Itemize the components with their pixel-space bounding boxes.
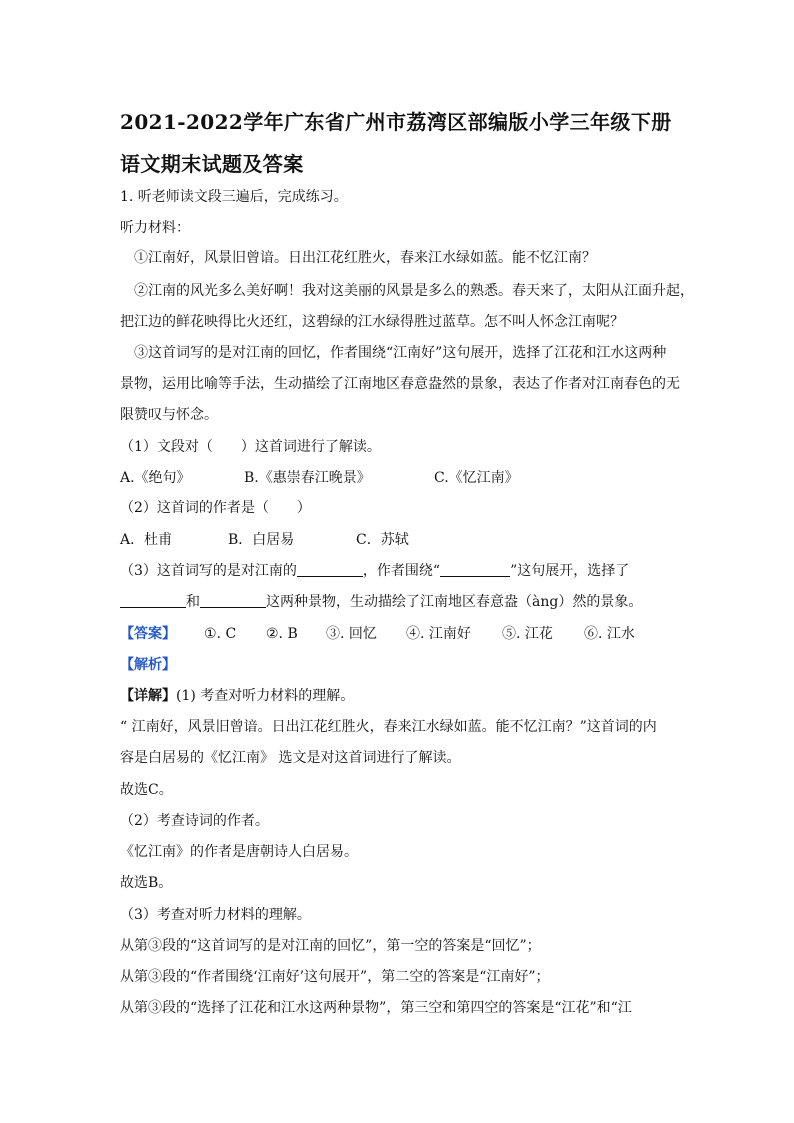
subquestion-2-options — [120, 530, 409, 550]
answer-item: ①. C — [204, 626, 237, 642]
answer-item: ⑥. 江水 — [584, 626, 635, 642]
option-b: B．白居易 — [228, 532, 295, 548]
fill-blank-1 — [297, 562, 363, 577]
material-para3-line2: 景物，运用比喻等手法，生动描绘了江南地区春意盎然的景象，表达了作者对江南春色的无 — [120, 376, 680, 392]
fill-blank-2 — [440, 562, 510, 577]
answer-item: ⑤. 江花 — [502, 626, 553, 642]
option-a: A.《绝句》 — [120, 470, 191, 486]
subquestion-3-line2: 和 这两种景物，生动描绘了江南地区春意盎（àng）然的景象。 — [120, 592, 642, 612]
fill-blank-3 — [120, 593, 186, 608]
detail-1-text-line1: “ 江南好，风景旧曾谙。日出江花红胜火，春来江水绿如蓝。能不忆江南？”这首词的内 — [120, 719, 657, 735]
detail-3-text-line1: 从第③段的“这首词写的是对江南的回忆”，第一空的答案是“回忆”； — [120, 938, 541, 954]
subquestion-3-line1: （3）这首词写的是对江南的 ，作者围绕“ ”这句展开，选择了 — [120, 563, 630, 579]
detail-2-heading: （2）考查诗词的作者。 — [120, 813, 269, 829]
document-title-line2: 语文期末试题及答案 — [120, 152, 304, 176]
material-label: 听力材料： — [120, 220, 190, 236]
detail-2-text: 《忆江南》的作者是唐朝诗人白居易。 — [120, 844, 358, 860]
detail-label: 【详解】 — [120, 688, 176, 704]
analysis-label: 【解析】 — [120, 657, 176, 673]
option-a: A．杜甫 — [120, 532, 173, 548]
detail-line-1: 【详解】(1) 考查对听力材料的理解。 — [120, 688, 355, 704]
material-para2-line1: ②江南的风光多么美好啊！我对这美丽的风景是多么的熟悉。春天来了，太阳从江面升起， — [134, 283, 694, 299]
option-c: C．苏轼 — [356, 532, 409, 548]
detail-1-choice: 故选C。 — [120, 782, 173, 798]
option-c: C.《忆江南》 — [434, 470, 519, 486]
document-title-line1: 2021-2022学年广东省广州市荔湾区部编版小学三年级下册 — [120, 110, 672, 134]
detail-3-text-line3: 从第③段的“选择了江花和江水这两种景物”，第三空和第四空的答案是“江花”和“江 — [120, 1000, 632, 1016]
answer-label: 【答案】 — [120, 626, 176, 642]
material-para2-line2: 把江边的鲜花映得比火还红，这碧绿的江水绿得胜过蓝草。怎不叫人怀念江南呢？ — [120, 314, 624, 330]
answer-item: ②. B — [266, 626, 298, 642]
subquestion-1: （1）文段对（ ）这首词进行了解读。 — [120, 439, 381, 455]
answer-item: ④. 江南好 — [406, 626, 471, 642]
detail-2-choice: 故选B。 — [120, 875, 173, 891]
option-b: B.《惠崇春江晚景》 — [244, 470, 371, 486]
answer-item: ③. 回忆 — [326, 626, 377, 642]
fill-blank-4 — [200, 593, 266, 608]
detail-3-text-line2: 从第③段的“作者围绕‘江南好’这句展开”，第二空的答案是“江南好”； — [120, 969, 550, 985]
subquestion-2: （2）这首词的作者是（ ） — [120, 500, 311, 516]
detail-1-text-line2: 容是白居易的《忆江南》 选文是对这首词进行了解读。 — [120, 750, 461, 766]
question-intro: 1. 听老师读文段三遍后，完成练习。 — [120, 189, 348, 205]
subquestion-1-options — [120, 468, 519, 488]
answer-line — [120, 624, 635, 644]
material-para3-line1: ③这首词写的是对江南的回忆，作者围绕“江南好”这句展开，选择了江花和江水这两种 — [134, 345, 667, 361]
material-para3-line3: 限赞叹与怀念。 — [120, 407, 218, 423]
detail-3-heading: （3）考查对听力材料的理解。 — [120, 907, 311, 923]
material-para1: ①江南好，风景旧曾谙。日出江花红胜火，春来江水绿如蓝。能不忆江南？ — [134, 250, 596, 266]
